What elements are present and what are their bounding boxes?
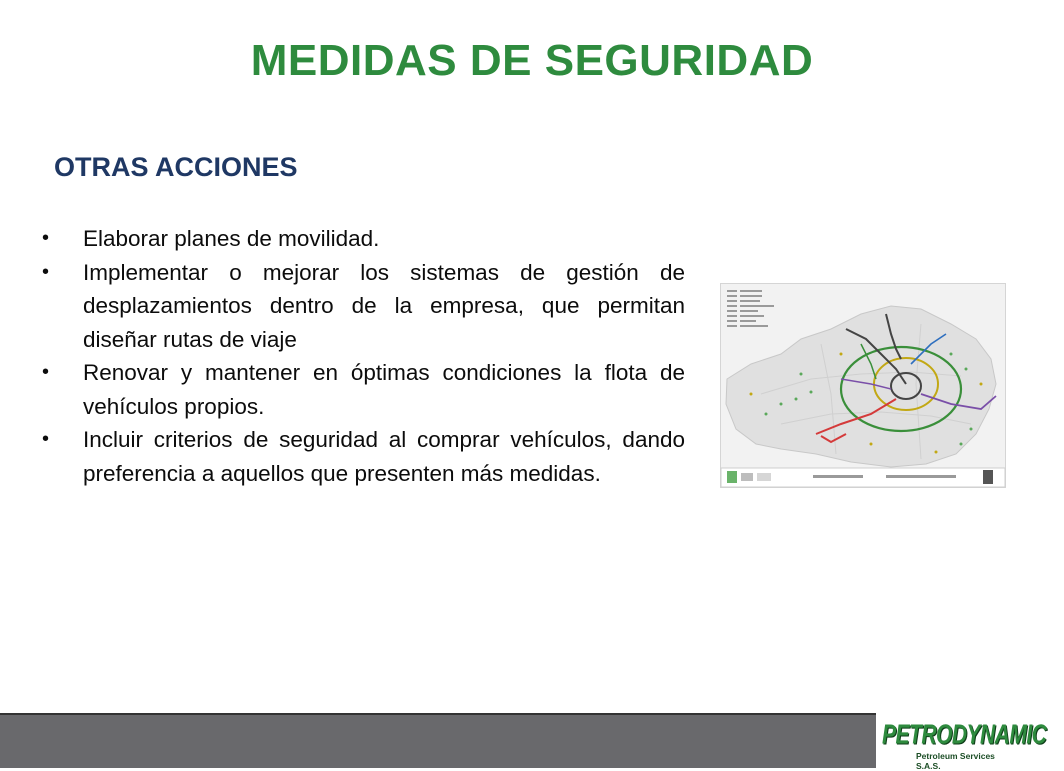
logo-subtext: Petroleum Services S.A.S.: [916, 751, 995, 771]
bullet-item: [40, 256, 685, 357]
bullet-list: [40, 222, 685, 490]
bullet-text: Implementar o mejorar los sistemas de gestión de desplazamientos dentro de la empresa, que permitan diseñar rutas de viaje: [83, 259, 685, 352]
bullet-text: Renovar y mantener en óptimas condiciones la flota de vehículos propios.: [83, 360, 685, 419]
slide-title: MEDIDAS DE SEGURIDAD: [250, 36, 814, 85]
footer-bar: [0, 713, 876, 768]
section-subtitle: OTRAS ACCIONES: [54, 152, 298, 182]
bullet-item: [40, 222, 685, 256]
bullet-icon: •: [42, 260, 50, 283]
bullet-icon: •: [42, 361, 50, 383]
bullet-text: Elaborar planes de movilidad.: [83, 226, 380, 251]
bullet-item: [40, 356, 685, 423]
route-map-image: [720, 283, 1006, 488]
logo-text: PETRODYNAMIC: [882, 720, 1047, 750]
city-map-icon: [721, 284, 1005, 487]
bullet-icon: •: [42, 428, 50, 450]
bullet-item: [40, 423, 685, 490]
bullet-text: Incluir criterios de seguridad al comprar vehículos, dando preferencia a aquellos que presenten más medidas.: [83, 427, 685, 486]
petrodynamic-logo: [880, 718, 1047, 771]
bullet-icon: •: [42, 227, 50, 249]
